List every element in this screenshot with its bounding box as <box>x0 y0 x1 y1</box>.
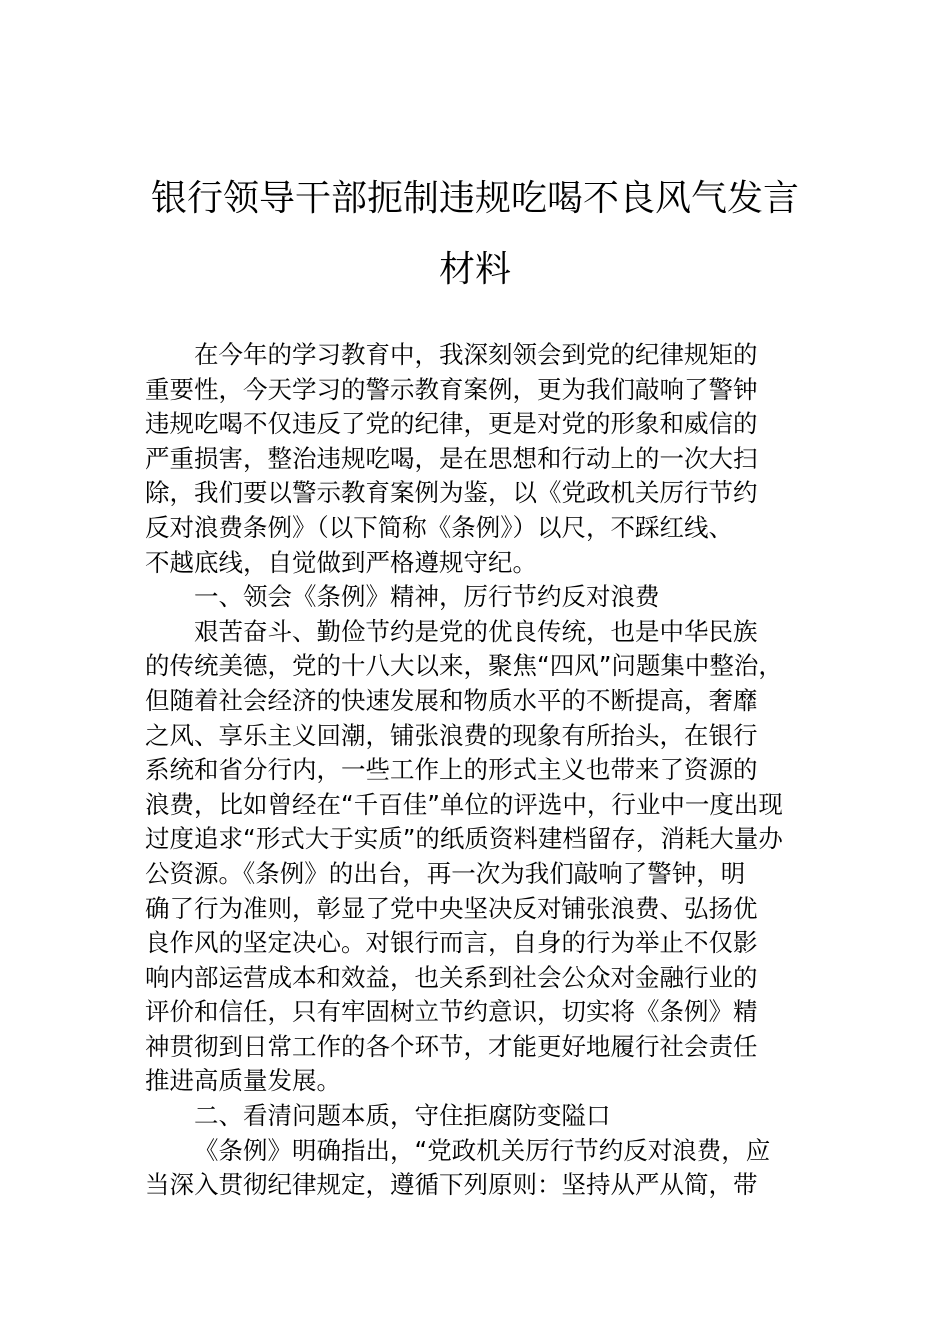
paragraph-line: 响内部运营成本和效益，也关系到社会公众对金融行业的 <box>145 962 758 992</box>
section-heading-2: 二、看清问题本质，守住拒腐防变隘口 <box>194 1101 611 1131</box>
paragraph-line: 评价和信任，只有牢固树立节约意识，切实将《条例》精 <box>145 997 758 1027</box>
paragraph-line: 之风、享乐主义回潮，铺张浪费的现象有所抬头，在银行 <box>145 720 758 750</box>
document-title-line-1: 银行领导干部扼制违规吃喝不良风气发言 <box>150 178 799 219</box>
document-title-line-2: 材料 <box>438 249 511 290</box>
paragraph-line: 《条例》明确指出，“党政机关厉行节约反对浪费，应 <box>194 1135 771 1165</box>
paragraph-line: 浪费，比如曾经在“千百佳”单位的评选中，行业中一度出现 <box>145 789 783 819</box>
paragraph-line: 违规吃喝不仅违反了党的纪律，更是对党的形象和威信的 <box>145 409 758 439</box>
paragraph-line: 的传统美德，党的十八大以来，聚焦“四风”问题集中整治， <box>145 651 783 681</box>
paragraph-line: 系统和省分行内，一些工作上的形式主义也带来了资源的 <box>145 755 758 785</box>
paragraph-line: 反对浪费条例》（以下简称《条例》）以尺，不踩红线、 <box>145 512 733 542</box>
paragraph-line: 但随着社会经济的快速发展和物质水平的不断提高，奢靡 <box>145 685 758 715</box>
paragraph-line: 在今年的学习教育中，我深刻领会到党的纪律规矩的 <box>194 340 758 369</box>
paragraph-line: 除，我们要以警示教育案例为鉴，以《党政机关厉行节约 <box>145 478 758 508</box>
paragraph-line: 严重损害，整治违规吃喝，是在思想和行动上的一次大扫 <box>145 443 758 473</box>
paragraph-line: 确了行为准则，彰显了党中央坚决反对铺张浪费、弘扬优 <box>145 893 758 923</box>
document-body <box>145 338 810 1203</box>
paragraph-line: 重要性，今天学习的警示教育案例，更为我们敲响了警钟 <box>145 374 758 404</box>
paragraph-line: 过度追求“形式大于实质”的纸质资料建档留存，消耗大量办 <box>145 824 783 854</box>
paragraph-line: 公资源。《条例》的出台，再一次为我们敲响了警钟，明 <box>145 858 746 888</box>
paragraph-line: 不越底线，自觉做到严格遵规守纪。 <box>145 547 537 577</box>
paragraph-line: 神贯彻到日常工作的各个环节，才能更好地履行社会责任 <box>145 1031 758 1061</box>
section-heading-1: 一、领会《条例》精神，厉行节约反对浪费 <box>194 582 660 612</box>
paragraph-line: 推进高质量发展。 <box>145 1066 341 1096</box>
paragraph-line: 艰苦奋斗、勤俭节约是党的优良传统，也是中华民族 <box>194 616 758 646</box>
paragraph-line: 良作风的坚定决心。对银行而言，自身的行为举止不仅影 <box>145 928 758 958</box>
paragraph-line: 当深入贯彻纪律规定，遵循下列原则：坚持从严从简，带 <box>145 1170 758 1200</box>
